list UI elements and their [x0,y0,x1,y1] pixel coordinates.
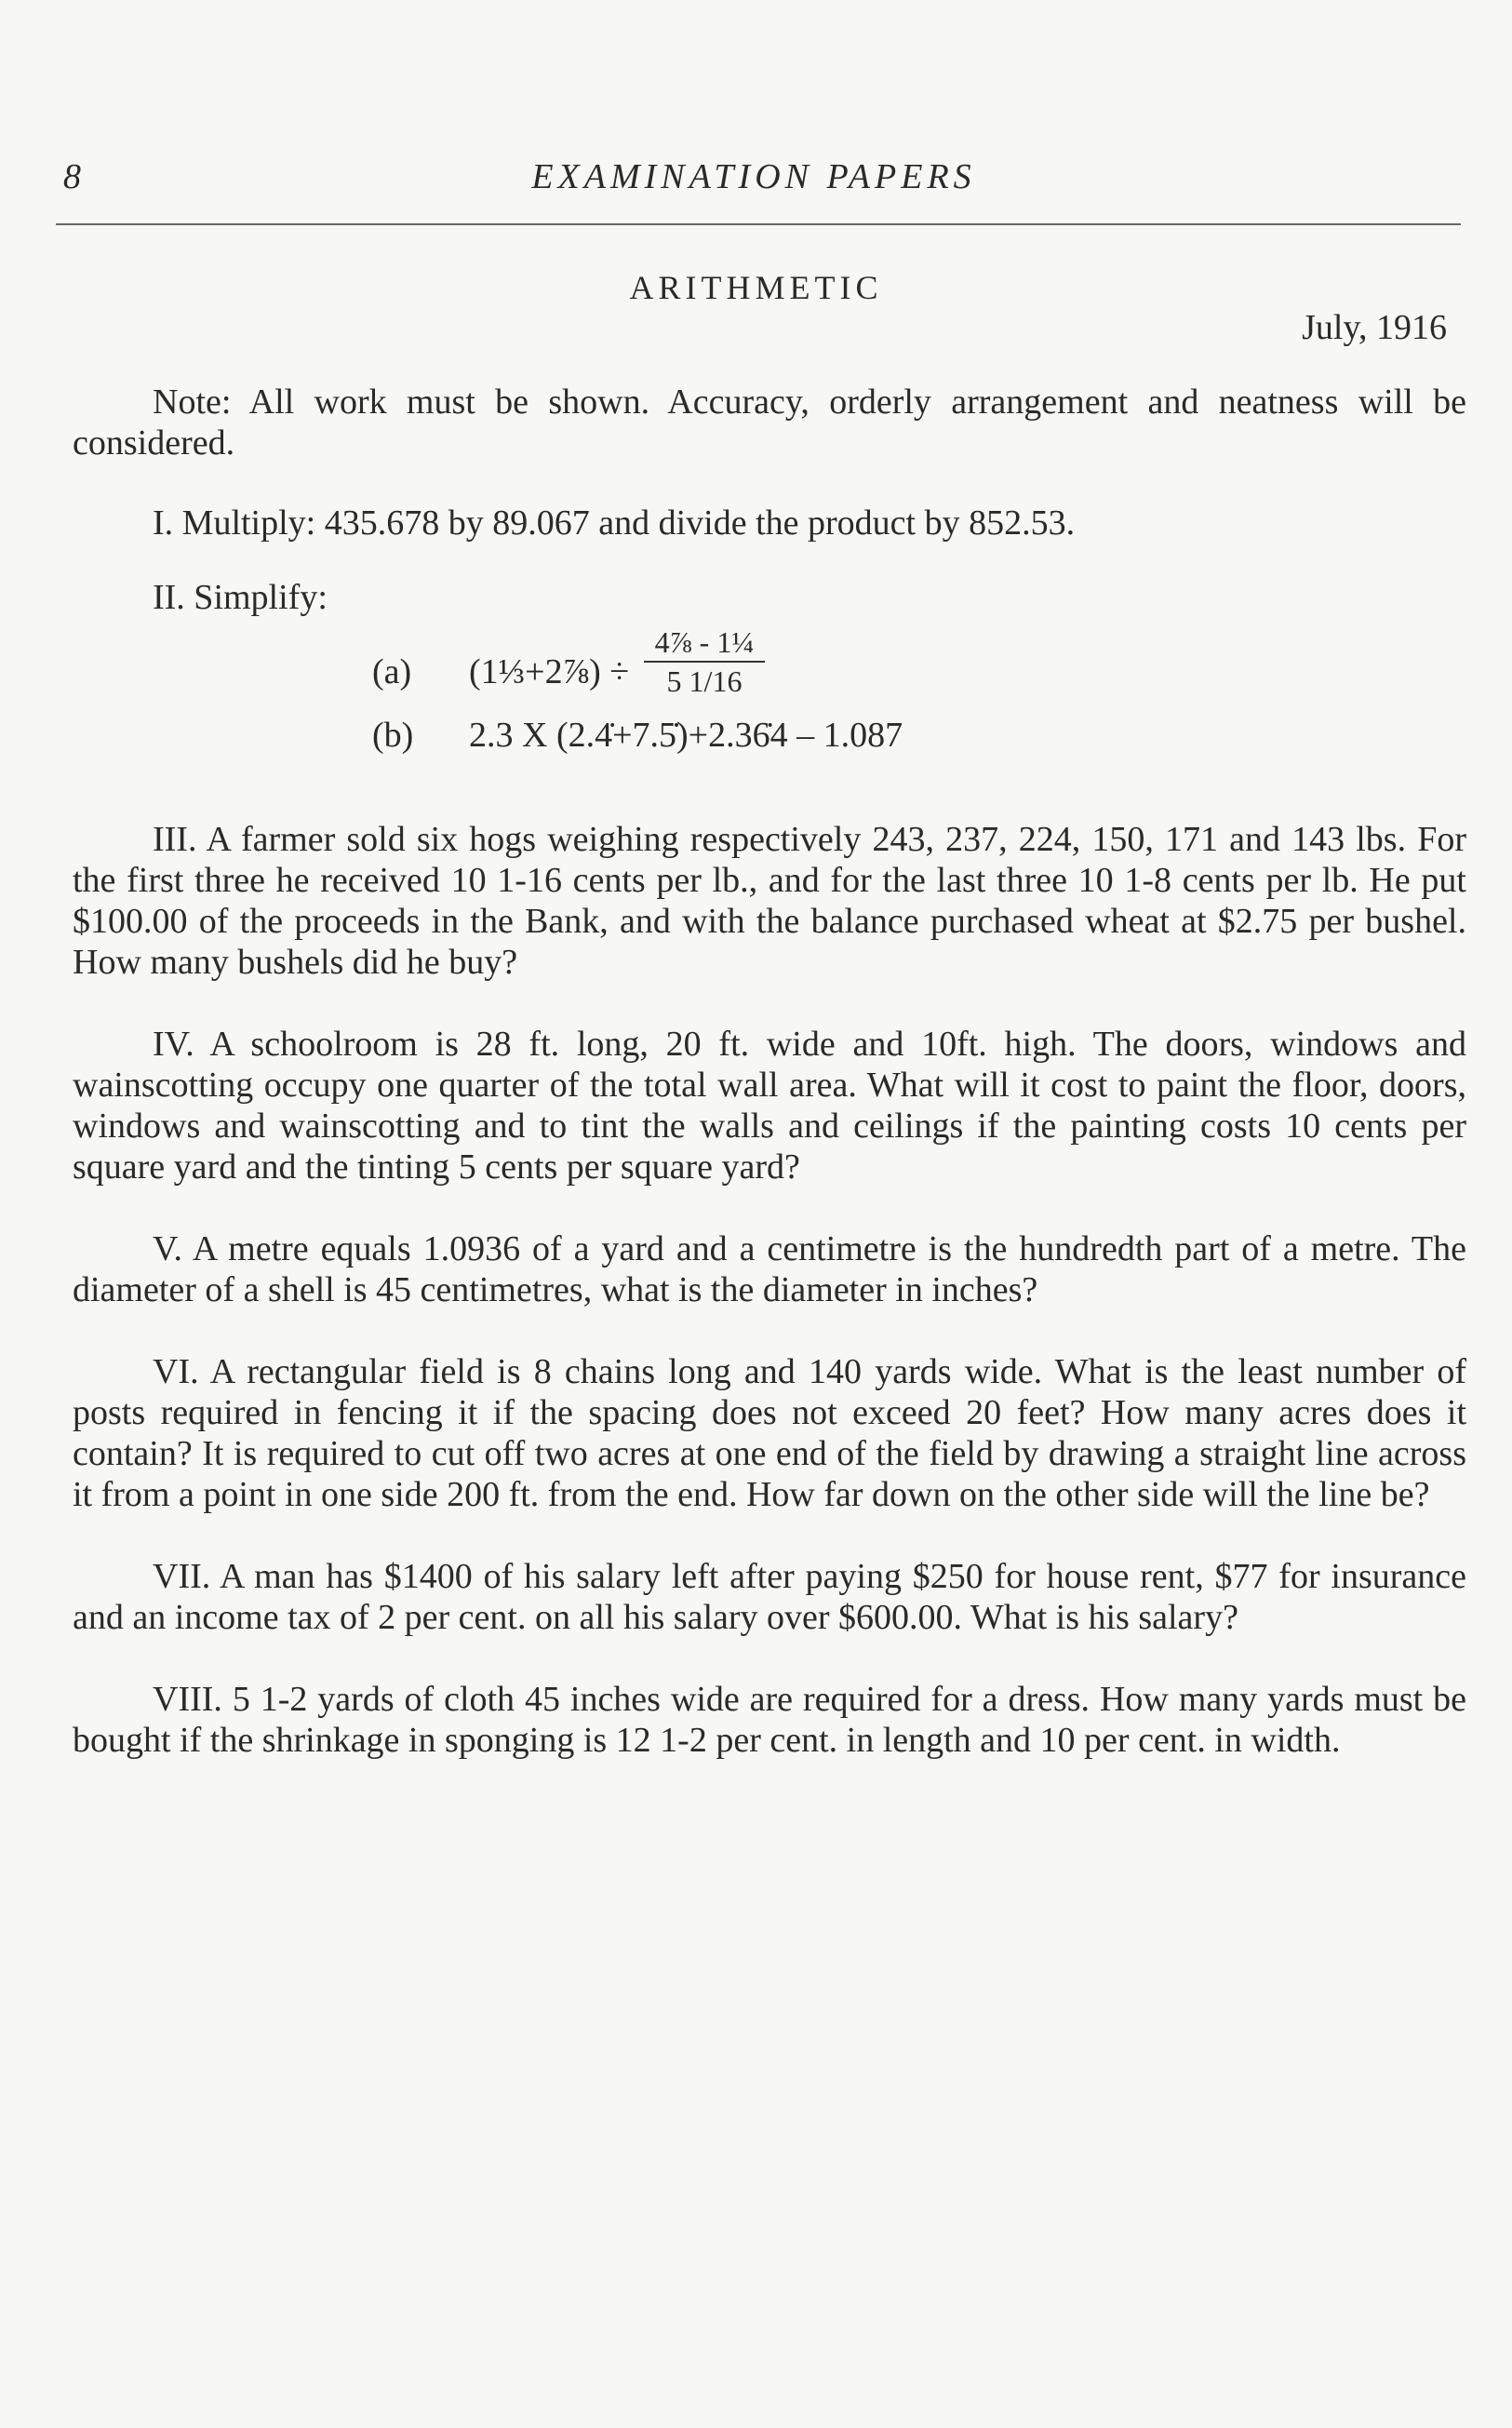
question-2a-label: (a) [372,652,412,691]
question-2-label: II. Simplify: [153,578,328,617]
question-1: I. Multiply: 435.678 by 89.067 and divide the product by 852.53. [153,503,1076,543]
exam-date: July, 1916 [1302,308,1447,347]
section-title: ARITHMETIC [629,269,883,306]
page-header [56,156,1452,221]
questions-body [73,382,1466,1802]
fraction-denominator: 5 1/16 [666,664,743,698]
question-7: VII. A man has $1400 of his salary left after paying $250 for house rent, $77 for insurance and an income tax of 2 per cent. on all his salary over $600.00. What is his salary? [73,1557,1466,1637]
question-4: IV. A schoolroom is 28 ft. long, 20 ft. wide and 10ft. high. The doors, windows and wainscotting occupy one quarter of the total wall area. What will it cost to paint the floor, doors, windows and wainscotting and to tint the walls and ceilings if the painting costs 10 cents per square yard and the tinting 5 cents per square yard? [73,1025,1466,1187]
page-number: 8 [63,157,81,196]
question-2b-label: (b) [372,716,414,755]
question-6: VI. A rectangular field is 8 chains long and 140 yards wide. What is the least number of posts required in fencing it if the spacing does not exceed 20 feet? How many acres does it contain? It is required to cut off two acres at one end of the field by drawing a straight line across it from a point in one side 200 ft. from the end. How far down on the other side will the line be? [73,1352,1466,1514]
fraction-numerator: 4⅞ - 1¼ [654,625,755,659]
question-8: VIII. 5 1-2 yards of cloth 45 inches wide are required for a dress. How many yards must be bought if the shrinkage in sponging is 12 1-2 per cent. in length and 10 per cent. in width. [73,1680,1466,1760]
fraction-bar [644,661,765,663]
running-title: EXAMINATION PAPERS [531,157,976,196]
instructions-note: Note: All work must be shown. Accuracy, orderly arrangement and neatness will be considered. [73,382,1466,463]
question-5: V. A metre equals 1.0936 of a yard and a centimetre is the hundredth part of a metre. The diameter of a shell is 45 centimetres, what is the diameter in inches? [73,1229,1466,1309]
question-2b [372,715,903,756]
question-2a-fraction [635,625,774,698]
question-3: III. A farmer sold six hogs weighing respectively 243, 237, 224, 150, 171 and 143 lbs. For the first three he received 10 1-16 cents per lb., and for the last three 10 1-8 cents per lb. He put $100.00 of the proceeds in the Bank, and with the balance purchased wheat at $2.75 per bushel. How many bushels did he buy? [73,820,1466,982]
question-2a [372,651,629,692]
question-2b-expression: 2.3 X (2.4̇+7.5̇)+2.36̇4 – 1.087 [469,716,903,755]
question-2-expressions [73,625,1466,763]
question-2a-expression: (1⅓+2⅞) ÷ [469,652,630,691]
header-rule [56,223,1461,225]
